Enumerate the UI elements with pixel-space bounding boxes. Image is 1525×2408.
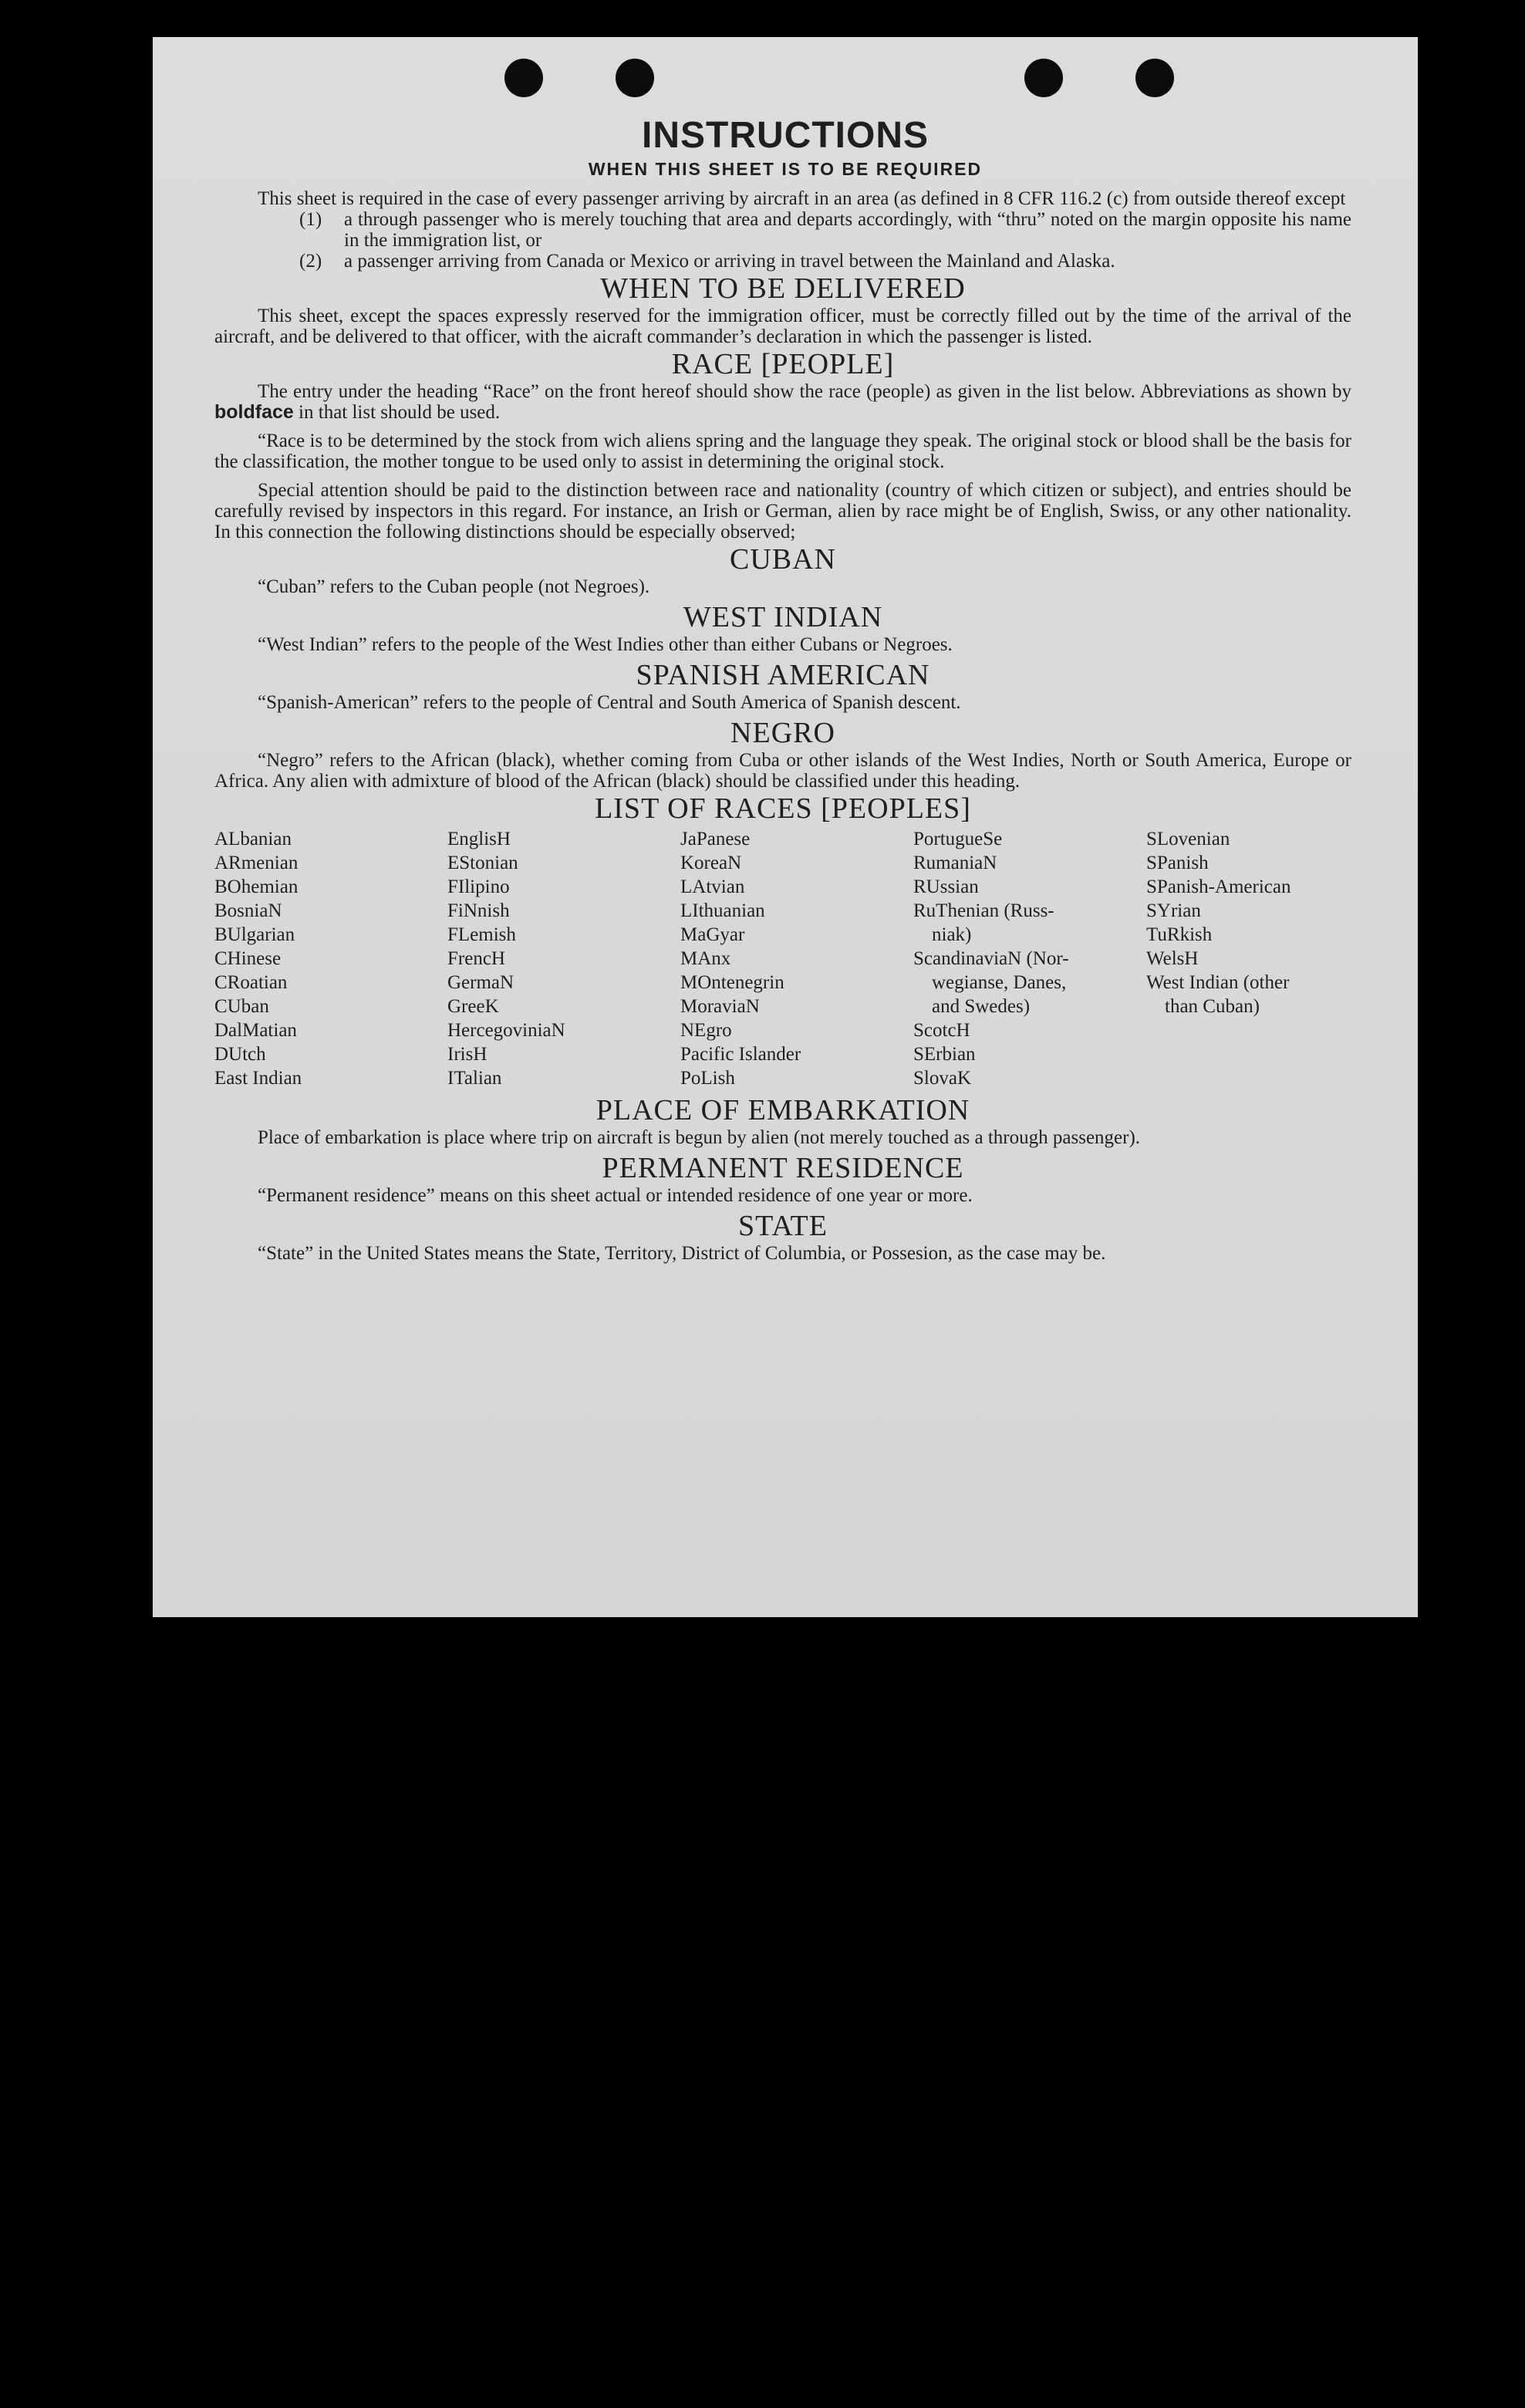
race-entry: RUssian	[913, 876, 979, 897]
race-entry: CRoatian	[214, 972, 288, 993]
race-entry: and Swedes)	[932, 996, 1031, 1017]
race-entry: ALbanian	[214, 829, 292, 849]
boldface-word: boldface	[214, 401, 294, 423]
race-entry: PortugueSe	[913, 829, 1003, 849]
section-title-state: STATE	[738, 1210, 828, 1242]
section-title-negro: NEGRO	[730, 717, 835, 749]
race-entry: CUban	[214, 996, 269, 1017]
race-entry: IrisH	[447, 1044, 488, 1065]
cuban-paragraph: “Cuban” refers to the Cuban people (not Negroes).	[258, 576, 650, 597]
race-entry: RumaniaN	[913, 853, 997, 873]
race-entry: GreeK	[447, 996, 499, 1017]
race-entry: MOntenegrin	[680, 972, 784, 993]
race-entry: SYrian	[1146, 900, 1201, 921]
races-column	[1146, 827, 1347, 1090]
section-title-cuban: CUBAN	[729, 543, 837, 576]
document-sheet	[153, 37, 1418, 1617]
exception-item	[299, 209, 1351, 251]
race-entry: LAtvian	[680, 876, 745, 897]
race-entry: SErbian	[913, 1044, 976, 1065]
race-entry: BUlgarian	[214, 924, 295, 945]
race-entry: CHinese	[214, 948, 282, 969]
section-title-residence: PERMANENT RESIDENCE	[602, 1152, 964, 1184]
negro-paragraph: “Negro” refers to the African (black), whether coming from Cuba or other islands of the West Indies, North or South America, Europe or Africa. Any alien with admixture of blood of the African (black) should be classified under this heading.	[214, 750, 1351, 792]
race-entry: than Cuban)	[1165, 996, 1260, 1017]
race-entry: East Indian	[214, 1068, 302, 1089]
exception-number: (2)	[299, 251, 322, 272]
race-entry: West Indian (other	[1146, 972, 1290, 993]
race-entry: GermaN	[447, 972, 515, 993]
section-title-race: RACE [PEOPLE]	[671, 348, 895, 380]
race-text: The entry under the heading “Race” on the front hereof should show the race (people) as given in the list below. Abbreviations as shown by	[258, 381, 1351, 402]
race-entry: BOhemian	[214, 876, 299, 897]
punch-holes	[153, 59, 1418, 97]
race-entry: EnglisH	[447, 829, 511, 849]
race-entry: EStonian	[447, 853, 518, 873]
races-list	[214, 827, 1351, 1090]
race-entry: NEgro	[680, 1020, 732, 1041]
race-text: in that list should be used.	[293, 402, 501, 423]
race-entry: LIthuanian	[680, 900, 765, 921]
races-column	[447, 827, 680, 1090]
instructions-body	[214, 188, 1351, 1264]
race-entry: MoraviaN	[680, 996, 760, 1017]
race-entry: SLovenian	[1146, 829, 1230, 849]
embarkation-paragraph: Place of embarkation is place where trip on aircraft is begun by alien (not merely touched as a through passenger).	[258, 1127, 1141, 1148]
races-column	[680, 827, 913, 1090]
section-title-west-indian: WEST INDIAN	[683, 601, 883, 633]
race-entry: ScotcH	[913, 1020, 970, 1041]
race-entry: wegianse, Danes,	[932, 972, 1067, 993]
residence-paragraph: “Permanent residence” means on this sheet actual or intended residence of one year or more.	[258, 1185, 973, 1206]
race-entry: ARmenian	[214, 853, 299, 873]
delivered-paragraph: This sheet, except the spaces expressly reserved for the immigration officer, must be correctly filled out by the time of the arrival of the aircraft, and be delivered to that officer, with the aicraft commander’s declaration in which the passenger is listed.	[214, 306, 1351, 347]
race-entry: HercegoviniaN	[447, 1020, 565, 1041]
race-entry: niak)	[932, 924, 972, 945]
race-paragraph-1	[214, 381, 1351, 423]
intro-paragraph: This sheet is required in the case of every passenger arriving by aircraft in an area (as defined in 8 CFR 116.2 (c) from outside thereof except	[258, 188, 1346, 209]
race-entry: FIlipino	[447, 876, 510, 897]
race-entry: SPanish	[1146, 853, 1209, 873]
race-paragraph-3: Special attention should be paid to the distinction between race and nationality (country of which citizen or subject), and entries should be carefully revised by inspectors in this regard. For instance, an Irish or German, alien by race might be of English, Swiss, or any other nationality. In this connection the following distinctions should be especially observed;	[214, 480, 1351, 542]
race-entry: PoLish	[680, 1068, 735, 1089]
punch-hole-icon	[1024, 59, 1063, 97]
punch-hole-icon	[504, 59, 543, 97]
section-title-delivered: WHEN TO BE DELIVERED	[600, 272, 966, 305]
page-subtitle: WHEN THIS SHEET IS TO BE REQUIRED	[588, 159, 983, 179]
race-entry: KoreaN	[680, 853, 742, 873]
punch-hole-icon	[616, 59, 654, 97]
race-entry: FrencH	[447, 948, 505, 969]
race-paragraph-2: “Race is to be determined by the stock from wich aliens spring and the language they speak. The original stock or blood shall be the basis for the classification, the mother tongue to be used only to assist in determining the original stock.	[214, 431, 1351, 472]
race-entry: ITalian	[447, 1068, 502, 1089]
races-column	[913, 827, 1146, 1090]
race-entry: FiNnish	[447, 900, 510, 921]
race-entry: WelsH	[1146, 948, 1199, 969]
state-paragraph: “State” in the United States means the State, Territory, District of Columbia, or Possesion, as the case may be.	[258, 1243, 1106, 1264]
exception-text: a passenger arriving from Canada or Mexico or arriving in travel between the Mainland and Alaska.	[344, 251, 1115, 272]
section-title-spanish-american: SPANISH AMERICAN	[636, 659, 930, 691]
spanish-american-paragraph: “Spanish-American” refers to the people of Central and South America of Spanish descent.	[258, 692, 961, 713]
race-entry: SPanish-American	[1146, 876, 1291, 897]
section-title-embarkation: PLACE OF EMBARKATION	[595, 1094, 970, 1126]
page-title: INSTRUCTIONS	[642, 115, 929, 156]
race-entry: FLemish	[447, 924, 516, 945]
race-entry: Pacific Islander	[680, 1044, 801, 1065]
exception-text: a through passenger who is merely touching that area and departs accordingly, with “thru” noted on the margin opposite his name in the immigration list, or	[344, 209, 1351, 251]
race-entry: DalMatian	[214, 1020, 297, 1041]
race-entry: JaPanese	[680, 829, 751, 849]
race-entry: SlovaK	[913, 1068, 971, 1089]
exception-item	[299, 251, 1351, 272]
section-title-list-of-races: LIST OF RACES [PEOPLES]	[595, 792, 971, 825]
races-column	[214, 827, 447, 1090]
race-entry: DUtch	[214, 1044, 266, 1065]
exception-number: (1)	[299, 209, 322, 230]
race-entry: TuRkish	[1146, 924, 1213, 945]
race-entry: MaGyar	[680, 924, 745, 945]
race-entry: ScandinaviaN (Nor-	[913, 948, 1069, 969]
punch-hole-icon	[1135, 59, 1174, 97]
race-entry: MAnx	[680, 948, 731, 969]
race-entry: RuThenian (Russ-	[913, 900, 1054, 921]
west-indian-paragraph: “West Indian” refers to the people of the West Indies other than either Cubans or Negroes.	[258, 634, 953, 655]
race-entry: BosniaN	[214, 900, 282, 921]
